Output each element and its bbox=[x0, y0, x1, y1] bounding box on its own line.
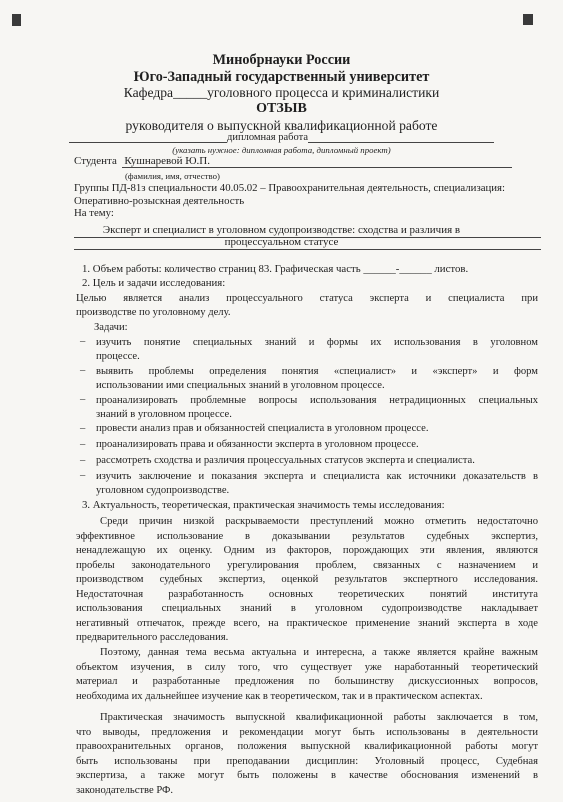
section-2-title: 2. Цель и задачи исследования: bbox=[82, 277, 226, 289]
paragraph-line: эффективное использование в доказывании результатов судебных экспертиз, bbox=[76, 530, 538, 542]
paragraph-line: ненадлежащую их оценку. Одним из факторов, порождающих эти явления, являются bbox=[76, 545, 538, 556]
group-line: Группы ПД-81з специальности 40.05.02 – Правоохранительная деятельность, специализация: bbox=[74, 182, 506, 194]
student-name-hint: (фамилия, имя, отчество) bbox=[125, 171, 220, 181]
student-label: Студента bbox=[74, 155, 117, 167]
university-title: Юго-Западный государственный университет bbox=[133, 69, 430, 85]
task-bullet: – bbox=[80, 455, 86, 466]
scan-mark-right bbox=[523, 14, 533, 25]
paragraph-line: использования специальных знаний в уголовном судопроизводстве накладывает bbox=[76, 603, 538, 614]
specialization-line: Оперативно-розыскная деятельность bbox=[74, 195, 245, 207]
paragraph-line: производством судебных экспертиз, оценкой результатов экспертного исследования. bbox=[76, 574, 538, 585]
task-bullet: – bbox=[80, 394, 86, 405]
paragraph-line: объектом изучения, в силу того, что существует уже наработанный теоретический bbox=[76, 661, 538, 673]
task-line: использовании ими специальных знаний в уголовном процессе. bbox=[96, 380, 385, 391]
document-subtitle: руководителя о выпускной квалификационной работе bbox=[125, 118, 438, 133]
paragraph-line: пробелы законодательного урегулирования проблем, связанных с назначением и bbox=[76, 559, 538, 571]
student-line bbox=[74, 155, 512, 168]
document-title: ОТЗЫВ bbox=[256, 101, 307, 116]
paragraph-line: экспертиза, а также могут быть положены в качестве обоснования изменений в bbox=[76, 770, 538, 781]
paragraph-line: законодательстве РФ. bbox=[76, 784, 174, 796]
task-line: выявить проблемы определения понятия «специалист» и «эксперт» и форм bbox=[96, 366, 538, 377]
task-line: изучить понятие специальных знаний и формы их использования в уголовном bbox=[96, 337, 538, 348]
ministry-title: Минобрнауки России bbox=[212, 52, 351, 68]
blank-line-left bbox=[69, 131, 227, 143]
task-bullet: – bbox=[80, 439, 86, 450]
work-type: дипломная работа bbox=[227, 132, 308, 143]
task-item: провести анализ прав и обязанностей специалиста в уголовном процессе. bbox=[96, 423, 429, 434]
task-line: проанализировать проблемные вопросы использования нетрадиционных специальных bbox=[96, 395, 538, 406]
paragraph-line: Поэтому, данная тема весьма актуальна и интересна, а также является крайне важным bbox=[100, 647, 538, 658]
topic-line-1: Эксперт и специалист в уголовном судопроизводстве: сходства и различия в bbox=[102, 224, 461, 236]
topic-line-2: процессуальном статусе bbox=[224, 236, 339, 248]
paragraph-line: быть использованы при преподавании дисциплин: Уголовный процесс, Судебная bbox=[76, 755, 538, 767]
task-line: уголовном судопроизводстве. bbox=[96, 485, 230, 496]
goal-line: производстве по уголовному делу. bbox=[76, 307, 231, 318]
task-line: процессе. bbox=[96, 351, 140, 362]
goal-line: Целью является анализ процессуального статуса эксперта и специалиста при bbox=[76, 293, 538, 304]
paragraph-line: Практическая значимость выпускной квалификационной работы заключается в том, bbox=[100, 712, 538, 723]
topic-underline-2 bbox=[74, 249, 541, 250]
work-type-hint: (указать нужное: дипломная работа, дипломный проект) bbox=[172, 145, 391, 155]
task-bullet: – bbox=[80, 336, 86, 347]
paragraph-line: правоохранительных органов, положения выпускной квалификационной работы могут bbox=[76, 741, 538, 752]
paragraph-line: предварительного расследования. bbox=[76, 632, 229, 643]
student-blank-line bbox=[212, 156, 512, 168]
task-item: проанализировать права и обязанности эксперта в уголовном процессе. bbox=[96, 439, 419, 450]
task-line: знаний в уголовном процессе. bbox=[96, 409, 232, 420]
task-item: рассмотреть сходства и различия процессуальных статусов эксперта и специалиста. bbox=[96, 455, 475, 466]
paragraph-line: Среди причин низкой раскрываемости преступлений можно отметить недостаточно bbox=[100, 516, 538, 527]
paragraph-line: необходима их дальнейшее изучение как в теоретическом, так и в практическом аспектах. bbox=[76, 690, 483, 702]
task-bullet: – bbox=[80, 470, 86, 481]
section-3-title: 3. Актуальность, теоретическая, практическая значимость темы исследования: bbox=[82, 499, 445, 511]
task-bullet: – bbox=[80, 423, 86, 434]
paragraph-line: что выводы, предложения и рекомендации могут быть использованы в деятельности bbox=[76, 726, 538, 738]
paragraph-line: материал и разработанные предложения по большинству дискуссионных вопросов, bbox=[76, 676, 538, 687]
student-name: Кушнаревой Ю.П. bbox=[124, 155, 210, 167]
work-type-line bbox=[0, 131, 563, 143]
paragraph-line: негативный отпечаток, прежде всего, на практическое применение знаний эксперта в ходе bbox=[76, 617, 538, 629]
scan-mark-left bbox=[12, 14, 21, 26]
section-1-volume: 1. Объем работы: количество страниц 83. Графическая часть ______-______ листов. bbox=[82, 263, 469, 275]
department-line: Кафедра_____уголовного процесса и криминалистики bbox=[123, 85, 440, 100]
blank-line-right bbox=[308, 131, 494, 143]
tasks-label: Задачи: bbox=[94, 322, 128, 333]
topic-label: На тему: bbox=[74, 207, 114, 219]
task-bullet: – bbox=[80, 365, 86, 376]
paragraph-line: Недостаточная разработанность основных теоретических понятий института bbox=[76, 588, 538, 600]
task-line: изучить заключение и показания эксперта и специалиста как источники доказательств в bbox=[96, 471, 538, 482]
